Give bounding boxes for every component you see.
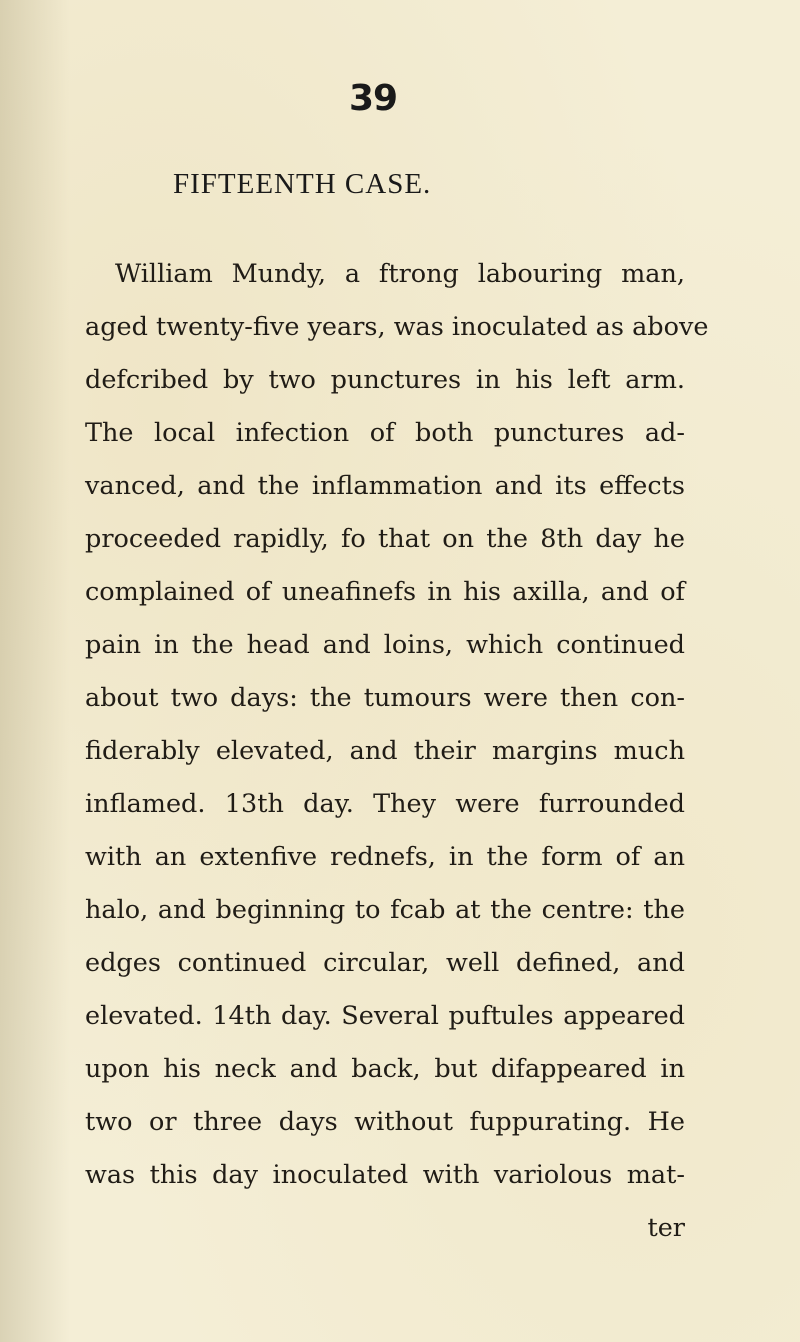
body-text: [85, 248, 709, 1255]
text-line: halo, and beginning to fcab at the centre: the: [85, 895, 685, 925]
text-line: about two days: the tumours were then con-: [85, 683, 685, 713]
text-line: upon his neck and back, but difappeared in: [85, 1054, 685, 1084]
catchword: ter: [647, 1213, 685, 1243]
text-line: elevated. 14th day. Several puftules appeared: [85, 1001, 685, 1031]
text-line: aged twenty-five years, was inoculated as above: [85, 312, 709, 342]
text-line: defcribed by two punctures in his left arm.: [85, 365, 685, 395]
text-line: two or three days without fuppurating. He: [85, 1107, 685, 1137]
text-line: was this day inoculated with variolous mat-: [85, 1160, 685, 1190]
text-line: fiderably elevated, and their margins much: [85, 736, 685, 766]
text-line: pain in the head and loins, which continued: [85, 630, 685, 660]
text-line: edges continued circular, well defined, and: [85, 948, 685, 978]
text-line: complained of uneafinefs in his axilla, and of: [85, 577, 685, 607]
text-line: with an extenfive rednefs, in the form of an: [85, 842, 685, 872]
text-line: William Mundy, a ftrong labouring man,: [115, 259, 685, 289]
page-edge-shading: [0, 0, 70, 1342]
text-line: vanced, and the inflammation and its effects: [85, 471, 685, 501]
text-line: inflamed. 13th day. They were furrounded: [85, 789, 685, 819]
text-line: The local infection of both punctures ad-: [85, 418, 685, 448]
section-heading: FIFTEENTH CASE.: [173, 168, 432, 200]
page-number: 39: [349, 78, 398, 119]
text-line: proceeded rapidly, fo that on the 8th day he: [85, 524, 685, 554]
